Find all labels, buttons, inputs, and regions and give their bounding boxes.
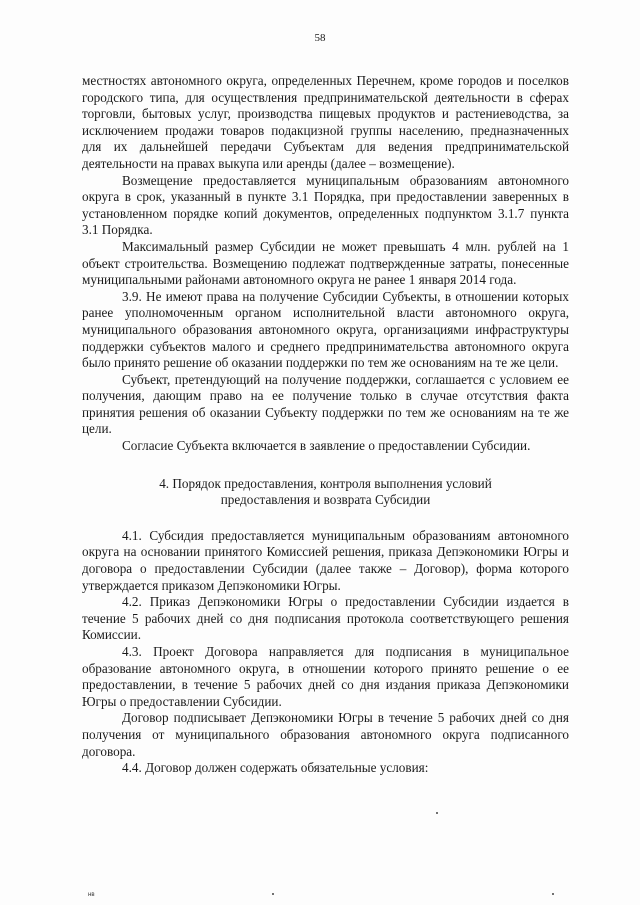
- scan-speck: [436, 812, 438, 814]
- paragraph: 3.9. Не имеют права на получение Субсидии Субъекты, в отношении которых ранее уполномоченным органом исполнительной власти автономного округа, муниципального образования автономного округа, организациями инфраструктуры поддержки субъектов малого и среднего предпринимательства автономного округа было принято решение об оказании поддержки по тем же основаниям на те же цели.: [82, 288, 569, 371]
- footer-mark: нв: [88, 892, 95, 898]
- paragraph: Максимальный размер Субсидии не может превышать 4 млн. рублей на 1 объект строительства. Возмещению подлежат подтвержденные затраты, понесенные муниципальными районами автономного округа не ранее 1 января 2014 года.: [82, 238, 569, 288]
- paragraph: 4.3. Проект Договора направляется для подписания в муниципальное образование автономного округа, в отношении которого принято решение о ее предоставлении, в течение 5 рабочих дней со дня издания приказа Депэкономики Югры о предоставлении Субсидии.: [82, 644, 569, 709]
- document-body: [82, 73, 569, 777]
- paragraph: Возмещение предоставляется муниципальным образованиям автономного округа в срок, указанный в пункте 3.1 Порядка, при предоставлении заверенных в установленном порядке копий документов, определенных подпунктом 3.1.7 пункта 3.1 Порядка.: [82, 172, 569, 238]
- scan-speck: [272, 893, 274, 895]
- paragraph: Согласие Субъекта включается в заявление о предоставлении Субсидии.: [122, 438, 531, 454]
- paragraph: местностях автономного округа, определенных Перечнем, кроме городов и поселков городского типа, для осуществления предпринимательской деятельности в сферах торговли, бытовых услуг, производства пищевых продуктов и растениеводства, за исключением продажи товаров подакцизной группы населению, предназначенных для их дальнейшей передачи Субъектам для ведения предпринимательской деятельности на правах выкупа или аренды (далее – возмещение).: [82, 73, 569, 171]
- paragraph: Субъект, претендующий на получение поддержки, соглашается с условием ее получения, дающим право на ее получение только в случае отсутствия факта принятия решения об оказании Субъекту поддержки по тем же основаниям на те же цели.: [82, 371, 569, 437]
- paragraph: Договор подписывает Депэкономики Югры в течение 5 рабочих дней со дня получения от муниципального образования автономного округа подписанного договора.: [82, 710, 569, 759]
- section-heading: 4. Порядок предоставления, контроля выполнения условий предоставления и возврата Субсидии: [159, 475, 492, 508]
- paragraph: 4.1. Субсидия предоставляется муниципальным образованиям автономного округа на основании принятого Комиссией решения, приказа Депэкономики Югры и договора о предоставлении Субсидии (далее также – Договор), форма которого утверждается приказом Депэкономики Югры.: [82, 527, 569, 593]
- scan-speck: [552, 893, 554, 895]
- paragraph: 4.2. Приказ Депэкономики Югры о предоставлении Субсидии издается в течение 5 рабочих дней со дня подписания протокола соответствующего решения Комиссии.: [82, 594, 569, 643]
- paragraph: 4.4. Договор должен содержать обязательные условия:: [122, 760, 429, 776]
- page-number: 58: [314, 32, 326, 44]
